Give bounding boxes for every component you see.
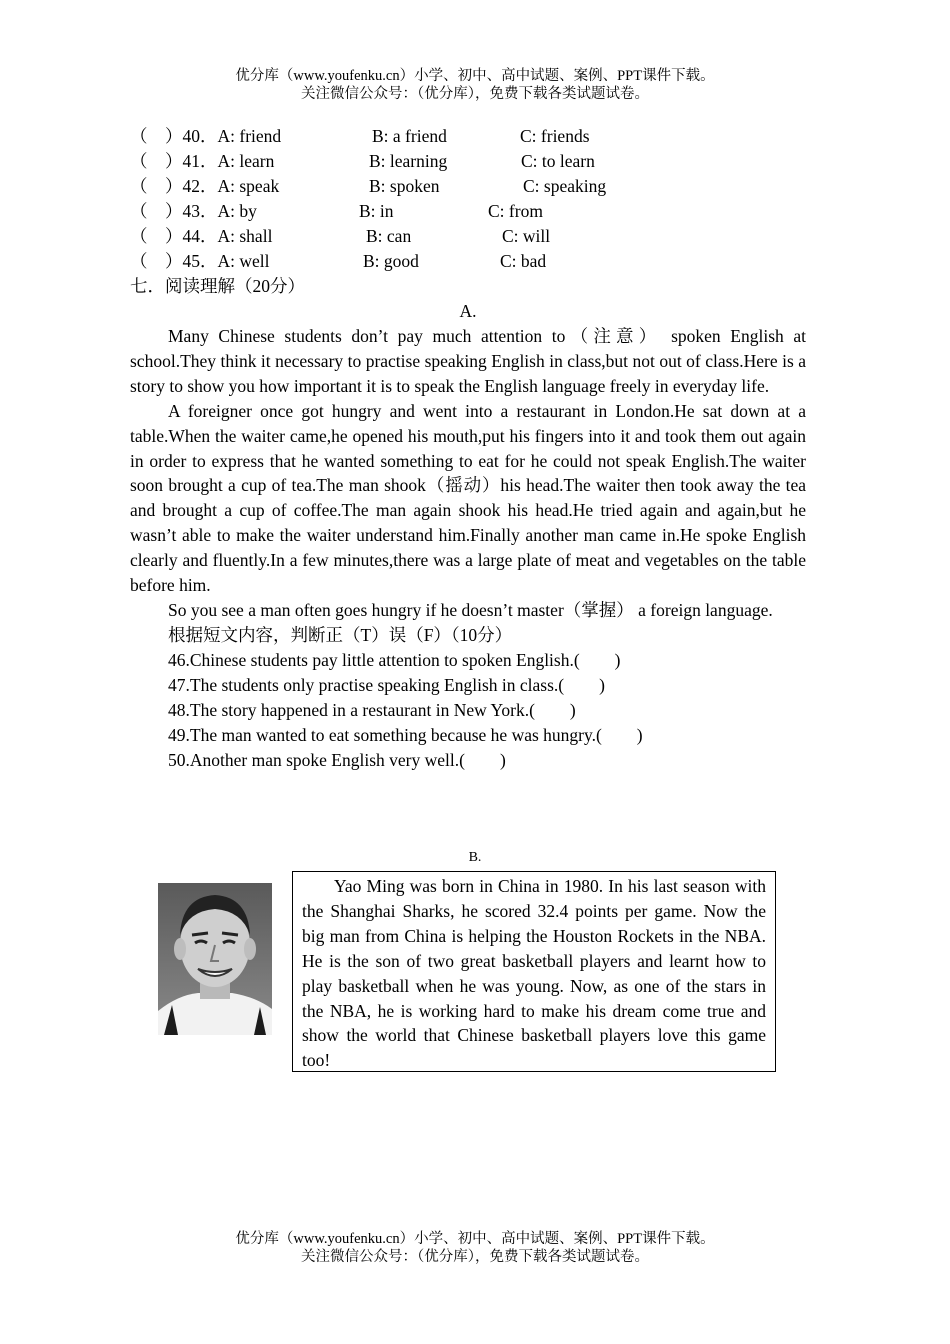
passage-a-paragraph: So you see a man often goes hungry if he doesn’t master（掌握） a foreign language. [168, 599, 773, 620]
page-footer [0, 1230, 950, 1266]
yao-ming-text-box [292, 871, 776, 1072]
choice-a: （ ）40．A: friend [130, 126, 282, 146]
choice-b: B: can [366, 226, 412, 246]
choice-c: C: will [502, 226, 551, 246]
tf-question: 47.The students only practise speaking English in class.( ) [168, 674, 605, 695]
portrait-photo [158, 883, 272, 1035]
tf-question: 50.Another man spoke English very well.( ) [168, 749, 506, 770]
header-line-2: 关注微信公众号：（优分库），免费下载各类试题试卷。 [301, 86, 649, 102]
footer-line-2: 关注微信公众号：（优分库），免费下载各类试题试卷。 [301, 1249, 649, 1265]
passage-a-paragraph: A foreigner once got hungry and went into a restaurant in London.He sat down at a table.When the waiter came,he opened his mouth,put his fingers into it and took them out again in order to express that he wanted something to eat for he could not speak English.The waiter soon brought a cup of tea.The man shook（摇动）his head.The waiter then took away the tea and brought a cup of coffee.The man again shook his head.He tried again and again,but he wasn’t able to make the waiter understand him.Finally another man came in.He spoke English clearly and fluently.In a few minutes,there was a large plate of meat and vegetables on the table before him. [130, 400, 806, 596]
passage-a-paragraph: Many Chinese students don’t pay much attention to（注意） spoken English at school.They think it necessary to practise speaking English in class,but not out of class.Here is a story to show you how important it is to speak the English language freely in everyday life. [130, 326, 806, 396]
choice-row [130, 199, 806, 224]
choice-b: B: learning [369, 151, 448, 171]
choice-row [130, 124, 806, 149]
choice-b: B: a friend [372, 126, 447, 146]
choice-row [130, 249, 806, 274]
choice-b: B: good [363, 251, 419, 271]
page-header [0, 67, 950, 103]
choice-a: （ ）45．A: well [130, 251, 270, 271]
choice-row [130, 149, 806, 174]
tf-question: 46.Chinese students pay little attention to spoken English.( ) [168, 649, 621, 670]
tf-question: 49.The man wanted to eat something because he was hungry.( ) [168, 724, 643, 745]
choice-row [130, 174, 806, 199]
choice-c: C: friends [520, 126, 590, 146]
passage-a-label: A. [459, 301, 477, 321]
choice-a: （ ）41．A: learn [130, 151, 275, 171]
choice-a: （ ）43．A: by [130, 201, 257, 221]
footer-line-1: 优分库（www.youfenku.cn）小学、初中、高中试题、案例、PPT课件下载。 [235, 1231, 715, 1247]
choice-c: C: to learn [521, 151, 595, 171]
tf-question: 48.The story happened in a restaurant in New York.( ) [168, 699, 576, 720]
choice-a: （ ）44．A: shall [130, 226, 273, 246]
choice-c: C: bad [500, 251, 547, 271]
choice-c: C: from [488, 201, 543, 221]
main-content [130, 124, 806, 773]
choice-row [130, 224, 806, 249]
choice-b: B: in [359, 201, 394, 221]
choice-b: B: spoken [369, 176, 440, 196]
passage-b-text: Yao Ming was born in China in 1980. In his last season with the Shanghai Sharks, he scored 32.4 points per game. Now the big man from China is helping the Houston Rockets in the NBA. He is the son of two great basketball players and learnt how to play basketball when he was young. Now, as one of the stars in the NBA, he is working hard to make his dream come true and show the world that Chinese basketball players love this game too! [302, 876, 766, 1071]
passage-b-label: B. [468, 850, 482, 865]
header-line-1: 优分库（www.youfenku.cn）小学、初中、高中试题、案例、PPT课件下载。 [235, 68, 715, 84]
choice-c: C: speaking [523, 176, 607, 196]
choice-a: （ ）42．A: speak [130, 176, 280, 196]
section-heading: 七．阅读理解（20分） [130, 276, 305, 296]
tf-instruction: 根据短文内容，判断正（T）误（F）（10分） [168, 624, 513, 645]
